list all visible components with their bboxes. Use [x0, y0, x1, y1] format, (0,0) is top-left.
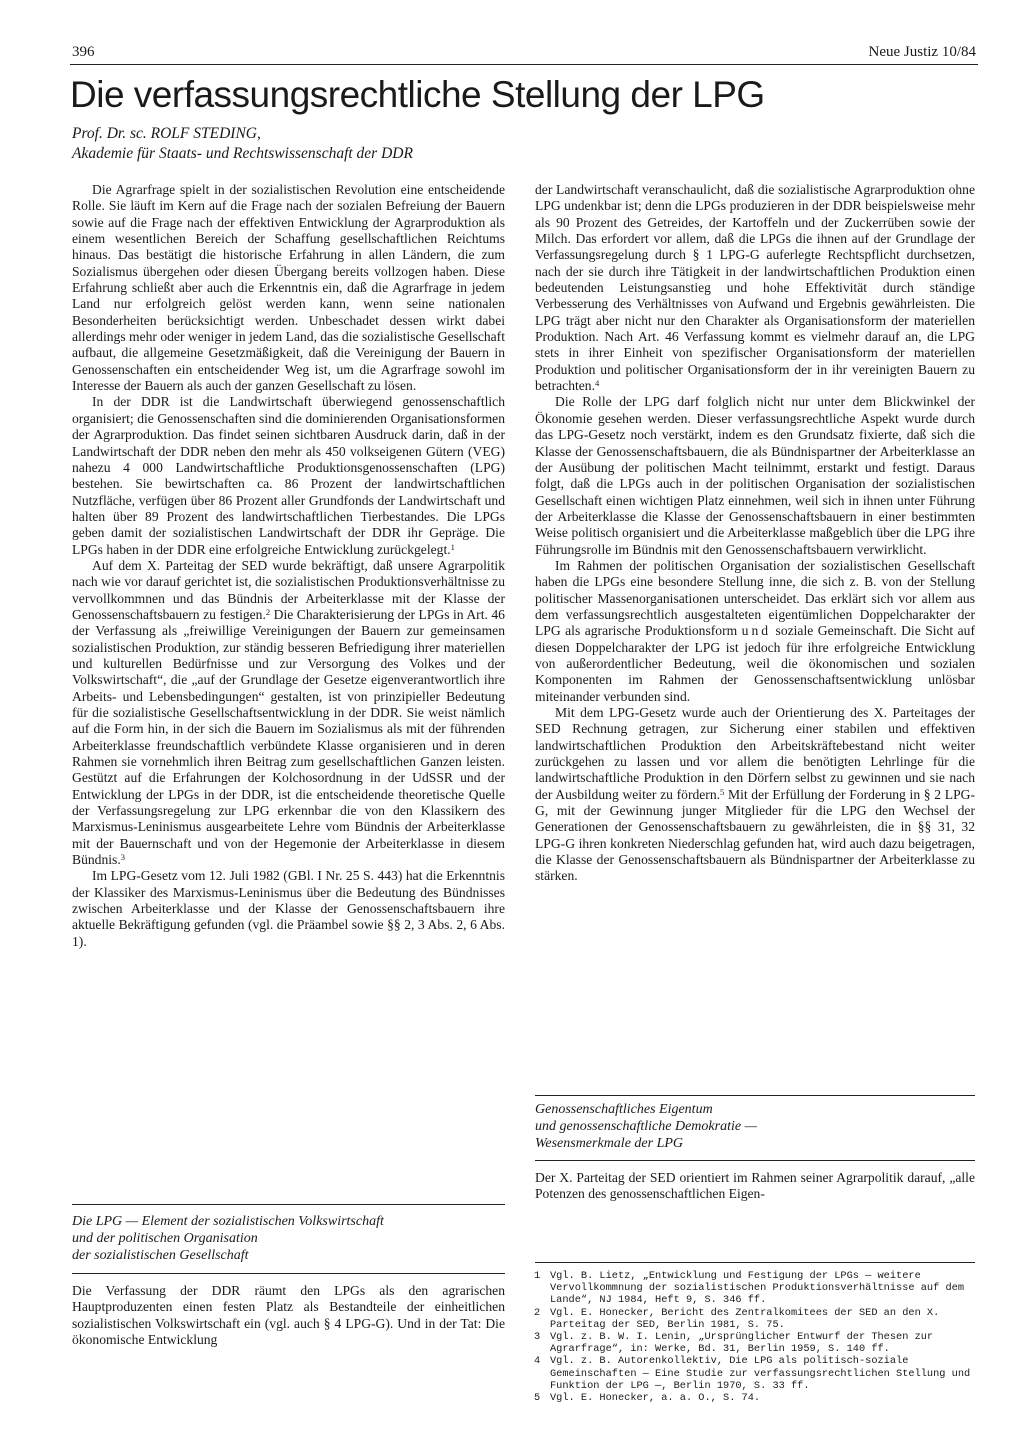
footnote: 3 Vgl. z. B. W. I. Lenin, „Ursprünglicher Entwurf der Thesen zur Agrarfrage“, in: Werke, Bd. 31, Berlin 1959, S. 140 ff.	[534, 1331, 934, 1356]
section-rule	[535, 1160, 975, 1161]
footnote-rule	[535, 1262, 975, 1263]
section-rule	[72, 1273, 505, 1274]
paragraph: Die Verfassung der DDR räumt den LPGs als den agrarischen Hauptproduzenten einen festen Platz als Bestandteile der einheitlichen sozialistischen Volkswirtschaft ein (vgl. auch § 4 LPG-G). Und in der Tat: Die ökonomische Entwicklung	[72, 1283, 505, 1348]
footnote-ref: 1	[450, 541, 455, 552]
footnote: 4 Vgl. z. B. Autorenkollektiv, Die LPG als politisch-soziale Gemeinschaften — Eine Studie zur verfassungsrechtlichen Stellung und Funktion der LPG —, Berlin 1970, S. 33 ff.	[534, 1355, 971, 1392]
paragraph: der Landwirtschaft veranschaulicht, daß die sozialistische Agrarproduktion ohne LPG undenkbar ist; denn die LPGs produzieren in der DDR beispielsweise mehr als 90 Prozent des Getreides, der Kartoffeln und der Zuckerrüben sowie der Milch. Das erfordert vor allem, daß die LPGs die ihnen auf der Grundlage der Verfassungsregelung durch § 1 LPG-G auferlegte Rechtspflicht durchsetzen, nach der sie durch ihre Tätigkeit in der landwirtschaftlichen Produktion einen bedeutenden Leistungsanstieg und hohe Effektivität durch ständige Verbesserung des Verhältnisses von Aufwand und Ergebnis gewährleisten. Die LPG trägt aber nicht nur den Charakter als Organisationsform der materiellen Produktion. Nach Art. 46 Verfassung kommt es vielmehr darauf an, die LPG stets in ihrer Einheit von spezifischer Organisationsform der materiellen Produktion und politischer Organisationsform der in ihr vereinigten Bauern zu betrachten.$^4$	[535, 182, 975, 394]
footnotes	[534, 1270, 974, 1404]
journal-issue: Neue Justiz 10/84	[868, 44, 976, 60]
footnote: 1 Vgl. B. Lietz, „Entwicklung und Festigung der LPGs — weitere Vervollkommnung der sozialistischen Produktionsverhältnisse auf dem Lande“, NJ 1984, Heft 9, S. 346 ff.	[534, 1270, 965, 1307]
paragraph: Im Rahmen der politischen Organisation der sozialistischen Gesellschaft haben die LPGs eine besondere Stellung inne, die sich z. B. von der Stellung politischer Massenorganisationen unterscheidet. Das erklärt sich vor allem aus dem verfassungsrechtlich ausgestalteten eigentümlichen Doppelcharakter der LPG als agrarische Produktionsform und soziale Gemeinschaft. Die Sicht auf diesen Doppelcharakter der LPG ist jedoch für ihre erfolgreiche Entwicklung von außerordentlicher Bedeutung, weil die ökonomischen und sozialen Komponenten im Rahmen der Genossenschaftsentwicklung unlösbar miteinander verbunden sind.	[535, 557, 975, 704]
footnote-ref: 2	[265, 606, 271, 617]
article-title: Die verfassungsrechtliche Stellung der LPG	[70, 74, 765, 115]
footnote: 5 Vgl. E. Honecker, a. a. O., S. 74.	[534, 1392, 761, 1405]
paragraph: Der X. Parteitag der SED orientiert im Rahmen seiner Agrarpolitik darauf, „alle Potenzen des genossenschaftlichen Eigen-	[535, 1170, 975, 1202]
section-rule	[72, 1204, 505, 1205]
left-column-continued	[72, 1283, 505, 1348]
footnote-ref: 4	[595, 378, 600, 389]
paragraph: Die Rolle der LPG darf folglich nicht nur unter dem Blickwinkel der Ökonomie gesehen werden. Dieser verfassungsrechtliche Aspekt wurde durch das LPG-Gesetz noch verstärkt, indem es den Grundsatz fixierte, daß sich die Klasse der Genossenschaftsbauern, die als Bündnispartner der Arbeiterklasse an der Ausübung der politischen Macht teilnimmt, erstarkt und festigt. Daraus folgt, daß die LPGs auch in der politischen Organisation der sozialistischen Gesellschaft einen wichtigen Platz einnehmen, weil sich in ihnen unter Führung der Arbeiterklasse die Klasse der Genossenschaftsbauern in einer bestimmten Weise politisch organisiert und die Arbeiterklasse maßgeblich über die LPG ihre Führungsrolle im Bündnis mit den Genossenschaftsbauern verwirklicht.	[535, 394, 975, 557]
paragraph: Die Agrarfrage spielt in der sozialistischen Revolution eine entscheidende Rolle. Sie läuft im Kern auf die Frage nach der sozialen Befreiung der Bauern sowie auf die Frage nach der effektiven Entwicklung der Agrarproduktion als einem wesentlichen Bereich der Schaffung gesellschaftlichen Reichtums hinaus. Das bestätigt die historische Erfahrung in allen Ländern, die zum Sozialismus übergehen oder diesen Übergang bereits vollzogen haben. Diese Erfahrung schließt aber auch die Erkenntnis ein, daß die Agrarfrage in jedem Land nur erfolgreich gelöst werden kann, wenn seine nationalen Besonderheiten berücksichtigt werden. Unbeschadet dessen wirkt dabei allerdings mehr oder weniger in jedem Land, das die sozialistische Gesellschaft aufbaut, die allgemeine Gesetzmäßigkeit, daß die Vereinigung der Bauern in Genossenschaften ein entscheidender Weg ist, um die Agrarfrage sowohl im Interesse der Bauern als auch der ganzen Gesellschaft zu lösen.	[72, 182, 505, 394]
emphasis: und	[741, 623, 772, 639]
section-heading: Die LPG — Element der sozialistischen Volkswirtschaft und der politischen Organisation der sozialistischen Gesellschaft	[72, 1214, 384, 1263]
section-rule	[535, 1095, 975, 1096]
author-block	[72, 124, 413, 164]
paragraph: Im LPG-Gesetz vom 12. Juli 1982 (GBl. I Nr. 25 S. 443) hat die Erkenntnis der Klassiker des Marxismus-Leninismus über die Bedeutung des Bündnisses zwischen Arbeiterklasse und der Klasse der Genossenschaftsbauern ihre aktuelle Bekräftigung gefunden (vgl. die Präambel sowie §§ 2, 3 Abs. 2, 6 Abs. 1).	[72, 868, 505, 949]
header-rule	[70, 64, 978, 65]
author-affiliation: Akademie für Staats- und Rechtswissenschaft der DDR	[72, 145, 413, 162]
section-heading: Genossenschaftliches Eigentum und genossenschaftliche Demokratie — Wesensmerkmale der LPG	[535, 1102, 758, 1151]
page-number: 396	[72, 44, 95, 60]
left-column	[72, 182, 505, 950]
right-column-continued	[535, 1170, 975, 1203]
paragraph: In der DDR ist die Landwirtschaft überwiegend genossenschaftlich organisiert; die Genossenschaften sind die dominierenden Organisationsformen der Agrarproduktion. Das findet seinen sichtbaren Ausdruck darin, daß in der Landwirtschaft der DDR neben den mehr als 450 volkseigenen Gütern (VEG) nahezu 4 000 Landwirtschaftliche Produktionsgenossenschaften (LPG) bestehen. Sie bewirtschaften ca. 86 Prozent der landwirtschaftlichen Nutzfläche, verfügen über 86 Prozent aller Grundfonds der Landwirtschaft und halten über 89 Prozent des landwirtschaftlichen Tierbestandes. Die LPGs geben damit der sozialistischen Landwirtschaft der DDR ihr Gepräge. Die LPGs haben in der DDR eine erfolgreiche Entwicklung zurückgelegt.$^1$	[72, 394, 505, 557]
author-name: Prof. Dr. sc. ROLF STEDING,	[72, 125, 261, 142]
paragraph: Mit dem LPG-Gesetz wurde auch der Orientierung des X. Parteitages der SED Rechnung getragen, zur Sicherung einer stabilen und effektiven landwirtschaftlichen Produktion den Arbeitskräftebestand nicht weiter zurückgehen zu lassen und vor allem die benötigten Lehrlinge für die landwirtschaftliche Produktion in den Dörfern selbst zu gewinnen und sie nach der Ausbildung weiter zu fördern.$^5$ Mit der Erfüllung der Forderung in § 2 LPG-G, mit der Gewinnung junger Mitglieder für die LPG den Wechsel der Generationen der Genossenschaftsbauern zu gewährleisten, die in §§ 31, 32 LPG-G ihren konkreten Niederschlag gefunden hat, wird auch dazu beigetragen, die Klasse der Genossenschaftsbauern als Bündnispartner der Arbeiterklasse zu stärken.	[535, 705, 975, 884]
footnote-ref: 3	[120, 852, 125, 863]
right-column	[535, 182, 975, 885]
paragraph: Auf dem X. Parteitag der SED wurde bekräftigt, daß unsere Agrarpolitik nach wie vor darauf gerichtet ist, die sozialistischen Produktionsverhältnisse zu vervollkommnen und das Bündnis der Arbeiterklasse mit der Klasse der Genossenschaftsbauern zu festigen.$^2$ Die Charakterisierung der LPGs in Art. 46 der Verfassung als „freiwillige Vereinigungen der Bauern zur gemeinsamen sozialistischen Produktion, zur ständig besseren Befriedigung ihrer materiellen und kulturellen Bedürfnisse und zur Versorgung des Volkes und der Volkswirtschaft“, die „auf der Grundlage der Gesetze eigenverantwortlich ihre Arbeits- und Lebensbedingungen“ gestalten, ist von prinzipieller Bedeutung für die sozialistische Gesellschaftsentwicklung in der DDR. Sie weist nämlich auf die Form hin, in der sich die Bauern im Sozialismus als mit der führenden Arbeiterklasse freundschaftlich verbündete Klasse organisieren und in deren Rahmen sie vornehmlich ihren Beitrag zum gesellschaftlichen Ganzen leisten. Gestützt auf die Erfahrungen der Kolchosordnung in der UdSSR und der Entwicklung der LPGs in der DDR, ist die entscheidende theoretische Quelle der Verfassungsregelung zur LPG erkennbar die von den Klassikern des Marxismus-Leninismus ausgearbeitete Lehre vom Bündnis der Arbeiterklasse mit der Bauernschaft und von der Hegemonie der Arbeiterklasse in diesem Bündnis.$^3$	[72, 557, 505, 868]
footnote: 2 Vgl. E. Honecker, Bericht des Zentralkomitees der SED an den X. Parteitag der SED, Berlin 1981, S. 75.	[534, 1306, 940, 1331]
footnote-ref: 5	[720, 786, 725, 797]
